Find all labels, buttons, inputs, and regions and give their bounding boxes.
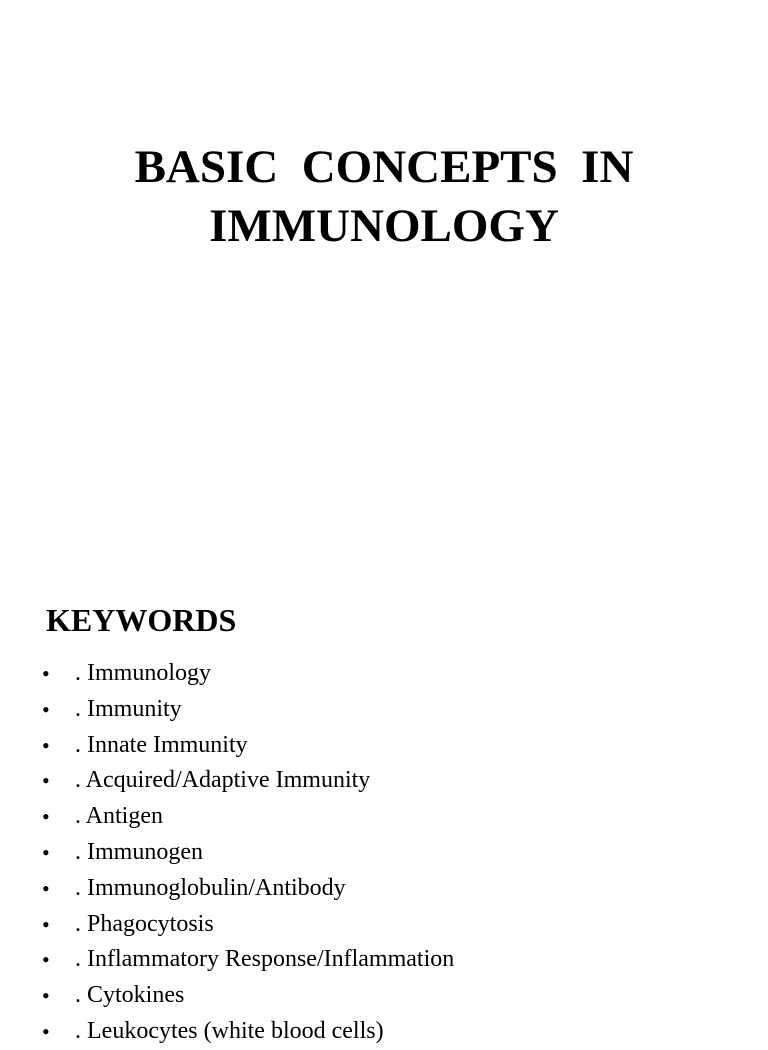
keyword-text: . Immunity	[75, 695, 182, 722]
keyword-text: . Inflammatory Response/Inflammation	[75, 946, 455, 973]
keyword-item	[0, 907, 768, 943]
keyword-item	[0, 942, 768, 978]
keyword-text: . Phagocytosis	[75, 910, 214, 937]
keyword-text: . Immunology	[75, 660, 211, 686]
keyword-item	[0, 692, 768, 728]
bullet-icon: •	[42, 947, 50, 973]
keyword-item	[0, 763, 768, 799]
keyword-item	[0, 871, 768, 907]
keyword-list	[0, 656, 768, 1050]
bullet-icon: •	[42, 696, 50, 722]
keyword-text: . Cytokines	[75, 982, 185, 1009]
keyword-item	[0, 835, 768, 871]
bullet-icon: •	[42, 983, 50, 1009]
keyword-item	[0, 728, 768, 764]
bullet-icon: •	[42, 804, 50, 830]
bullet-icon: •	[42, 911, 50, 937]
keyword-text: . Antigen	[75, 803, 163, 830]
bullet-icon: •	[42, 875, 50, 901]
keyword-text: . Acquired/Adaptive Immunity	[75, 767, 371, 794]
keyword-text: . Immunoglobulin/Antibody	[75, 874, 346, 901]
bullet-icon: •	[42, 839, 50, 865]
keyword-text: . Immunogen	[75, 838, 203, 865]
slide-title-line-2: IMMUNOLOGY	[209, 200, 559, 252]
bullet-icon: •	[42, 768, 50, 794]
bullet-icon: •	[42, 1018, 50, 1044]
keyword-item	[0, 978, 768, 1014]
keyword-text: . Leukocytes (white blood cells)	[75, 1017, 384, 1044]
keyword-item	[0, 1014, 768, 1050]
keyword-text: . Innate Immunity	[75, 731, 248, 758]
keyword-item	[0, 656, 768, 692]
bullet-icon: •	[42, 732, 50, 758]
slide-title-line-1: BASIC CONCEPTS IN	[134, 141, 634, 193]
keyword-item	[0, 799, 768, 835]
slide-title	[0, 138, 768, 256]
keywords-heading: KEYWORDS	[46, 602, 237, 638]
bullet-icon: •	[42, 661, 50, 686]
